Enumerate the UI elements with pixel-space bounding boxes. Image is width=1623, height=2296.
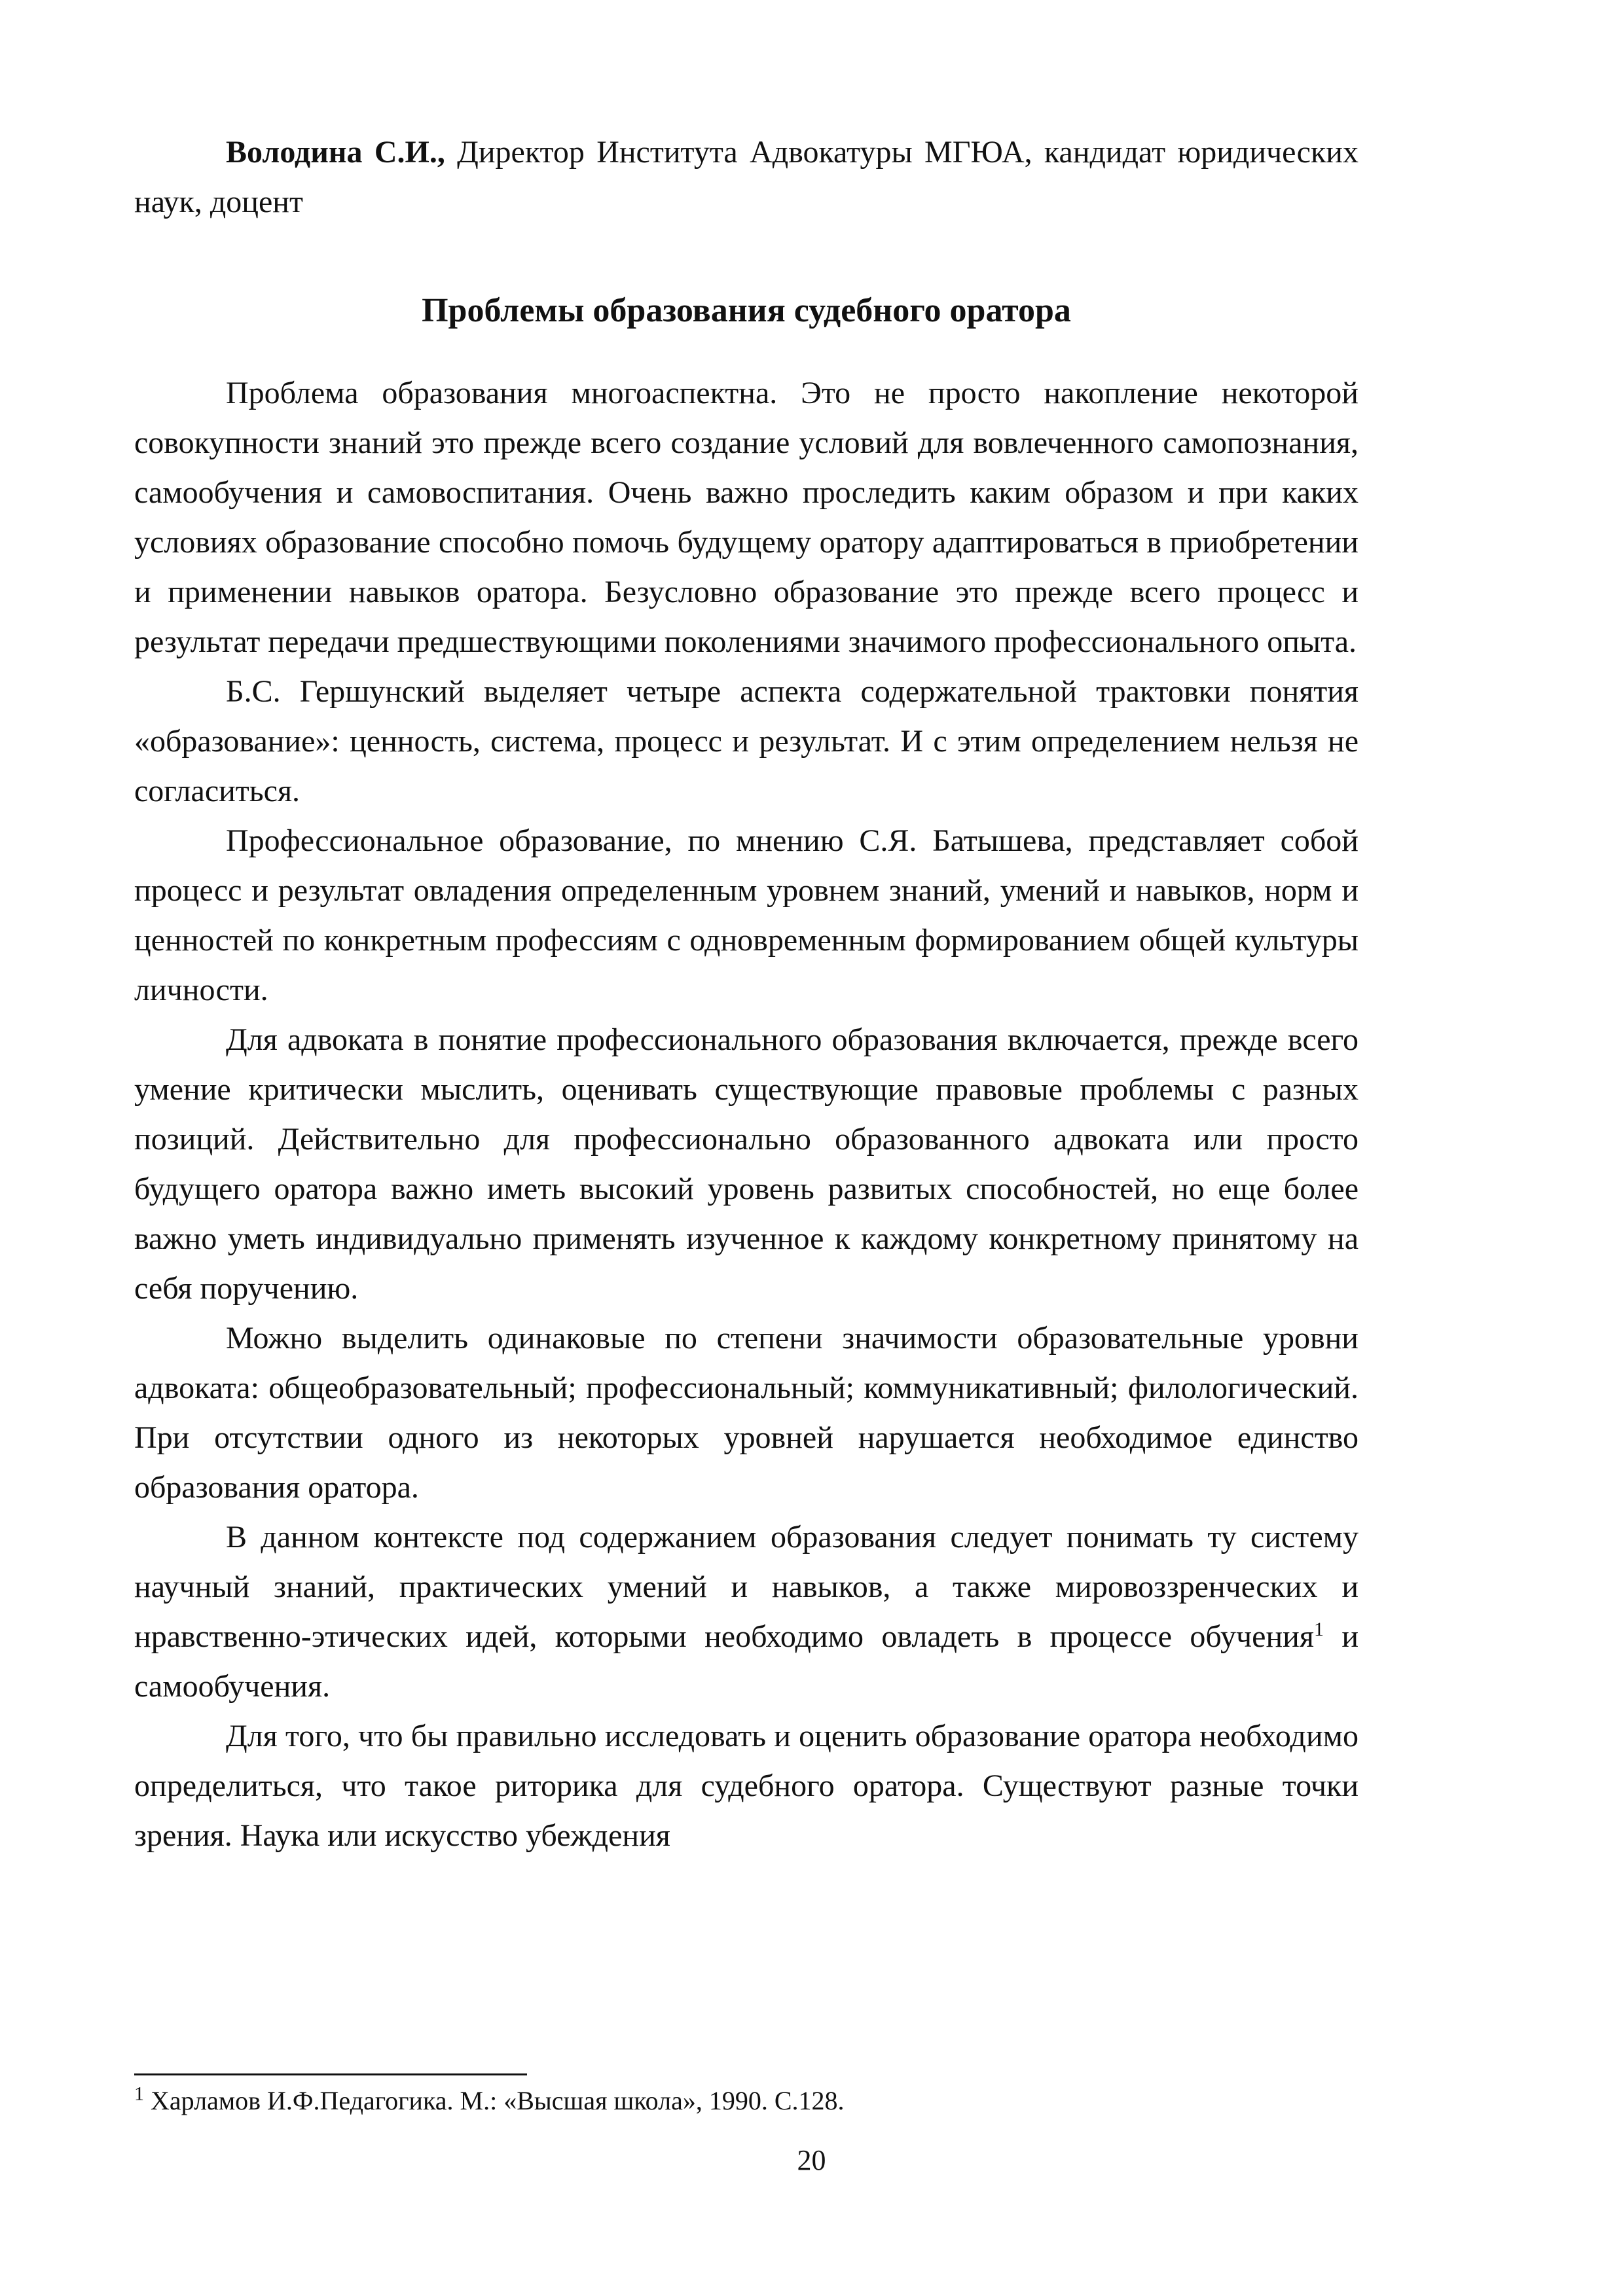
page-body [134, 128, 1359, 1861]
author-line [134, 128, 1359, 227]
paragraph-text: В данном контексте под содержанием образования следует понимать ту систему научный знаний, практических умений и навыков, а также мировоззренческих и нравственно-этических идей, которыми необходимо овладеть в процессе обучения [134, 1520, 1359, 1654]
footnote [134, 2081, 1359, 2121]
author-position: Директор Института Адвокатуры МГЮА, кандидат юридических наук, доцент [134, 135, 1359, 219]
paragraph: Проблема образования многоаспектна. Это не просто накопление некоторой совокупности знаний это прежде всего создание условий для вовлеченного самопознания, самообучения и самовоспитания. Очень важно проследить каким образом и при каких условиях образование способно помочь будущему оратору адаптироваться в приобретении и применении навыков оратора. Безусловно образование это прежде всего процесс и результат передачи предшествующими поколениями значимого профессионального опыта. [134, 376, 1359, 659]
paragraph-tail: и самообучения. [134, 1619, 1359, 1704]
paragraph-with-footnote [134, 1513, 1359, 1712]
article-title: Проблемы образования судебного оратора [422, 292, 1071, 329]
paragraph: Для адвоката в понятие профессионального образования включается, прежде всего умение критически мыслить, оценивать существующие правовые проблемы с разных позиций. Действительно для профессионально образованного адвоката или просто будущего оратора важно иметь высокий уровень развитых способностей, но еще более важно уметь индивидуально применять изученное к каждому конкретному принятому на себя поручению. [134, 1022, 1359, 1306]
paragraph: Можно выделить одинаковые по степени значимости образовательные уровни адвоката: общеобразовательный; профессиональный; коммуникативный; филологический. При отсутствии одного из некоторых уровней нарушается необходимое единство образования оратора. [134, 1321, 1359, 1505]
footnote-text: Харламов И.Ф.Педагогика. М.: «Высшая школа», 1990. С.128. [144, 2086, 845, 2115]
footnote-reference: 1 [1313, 1619, 1324, 1640]
paragraph: Б.С. Гершунский выделяет четыре аспекта содержательной трактовки понятия «образование»: ценность, система, процесс и результат. И с этим определением нельзя не согласиться. [134, 674, 1359, 808]
footnote-marker: 1 [134, 2083, 144, 2105]
footnote-divider [134, 2073, 527, 2075]
paragraph: Профессиональное образование, по мнению С.Я. Батышева, представляет собой процесс и результат овладения определенным уровнем знаний, умений и навыков, норм и ценностей по конкретным профессиям с одновременным формированием общей культуры личности. [134, 823, 1359, 1007]
page-number: 20 [797, 2144, 826, 2176]
author-name: Володина С.И., [226, 135, 445, 170]
paragraph: Для того, что бы правильно исследовать и оценить образование оратора необходимо определиться, что такое риторика для судебного оратора. Существуют разные точки зрения. Наука или искусство убеждения [134, 1719, 1359, 1853]
